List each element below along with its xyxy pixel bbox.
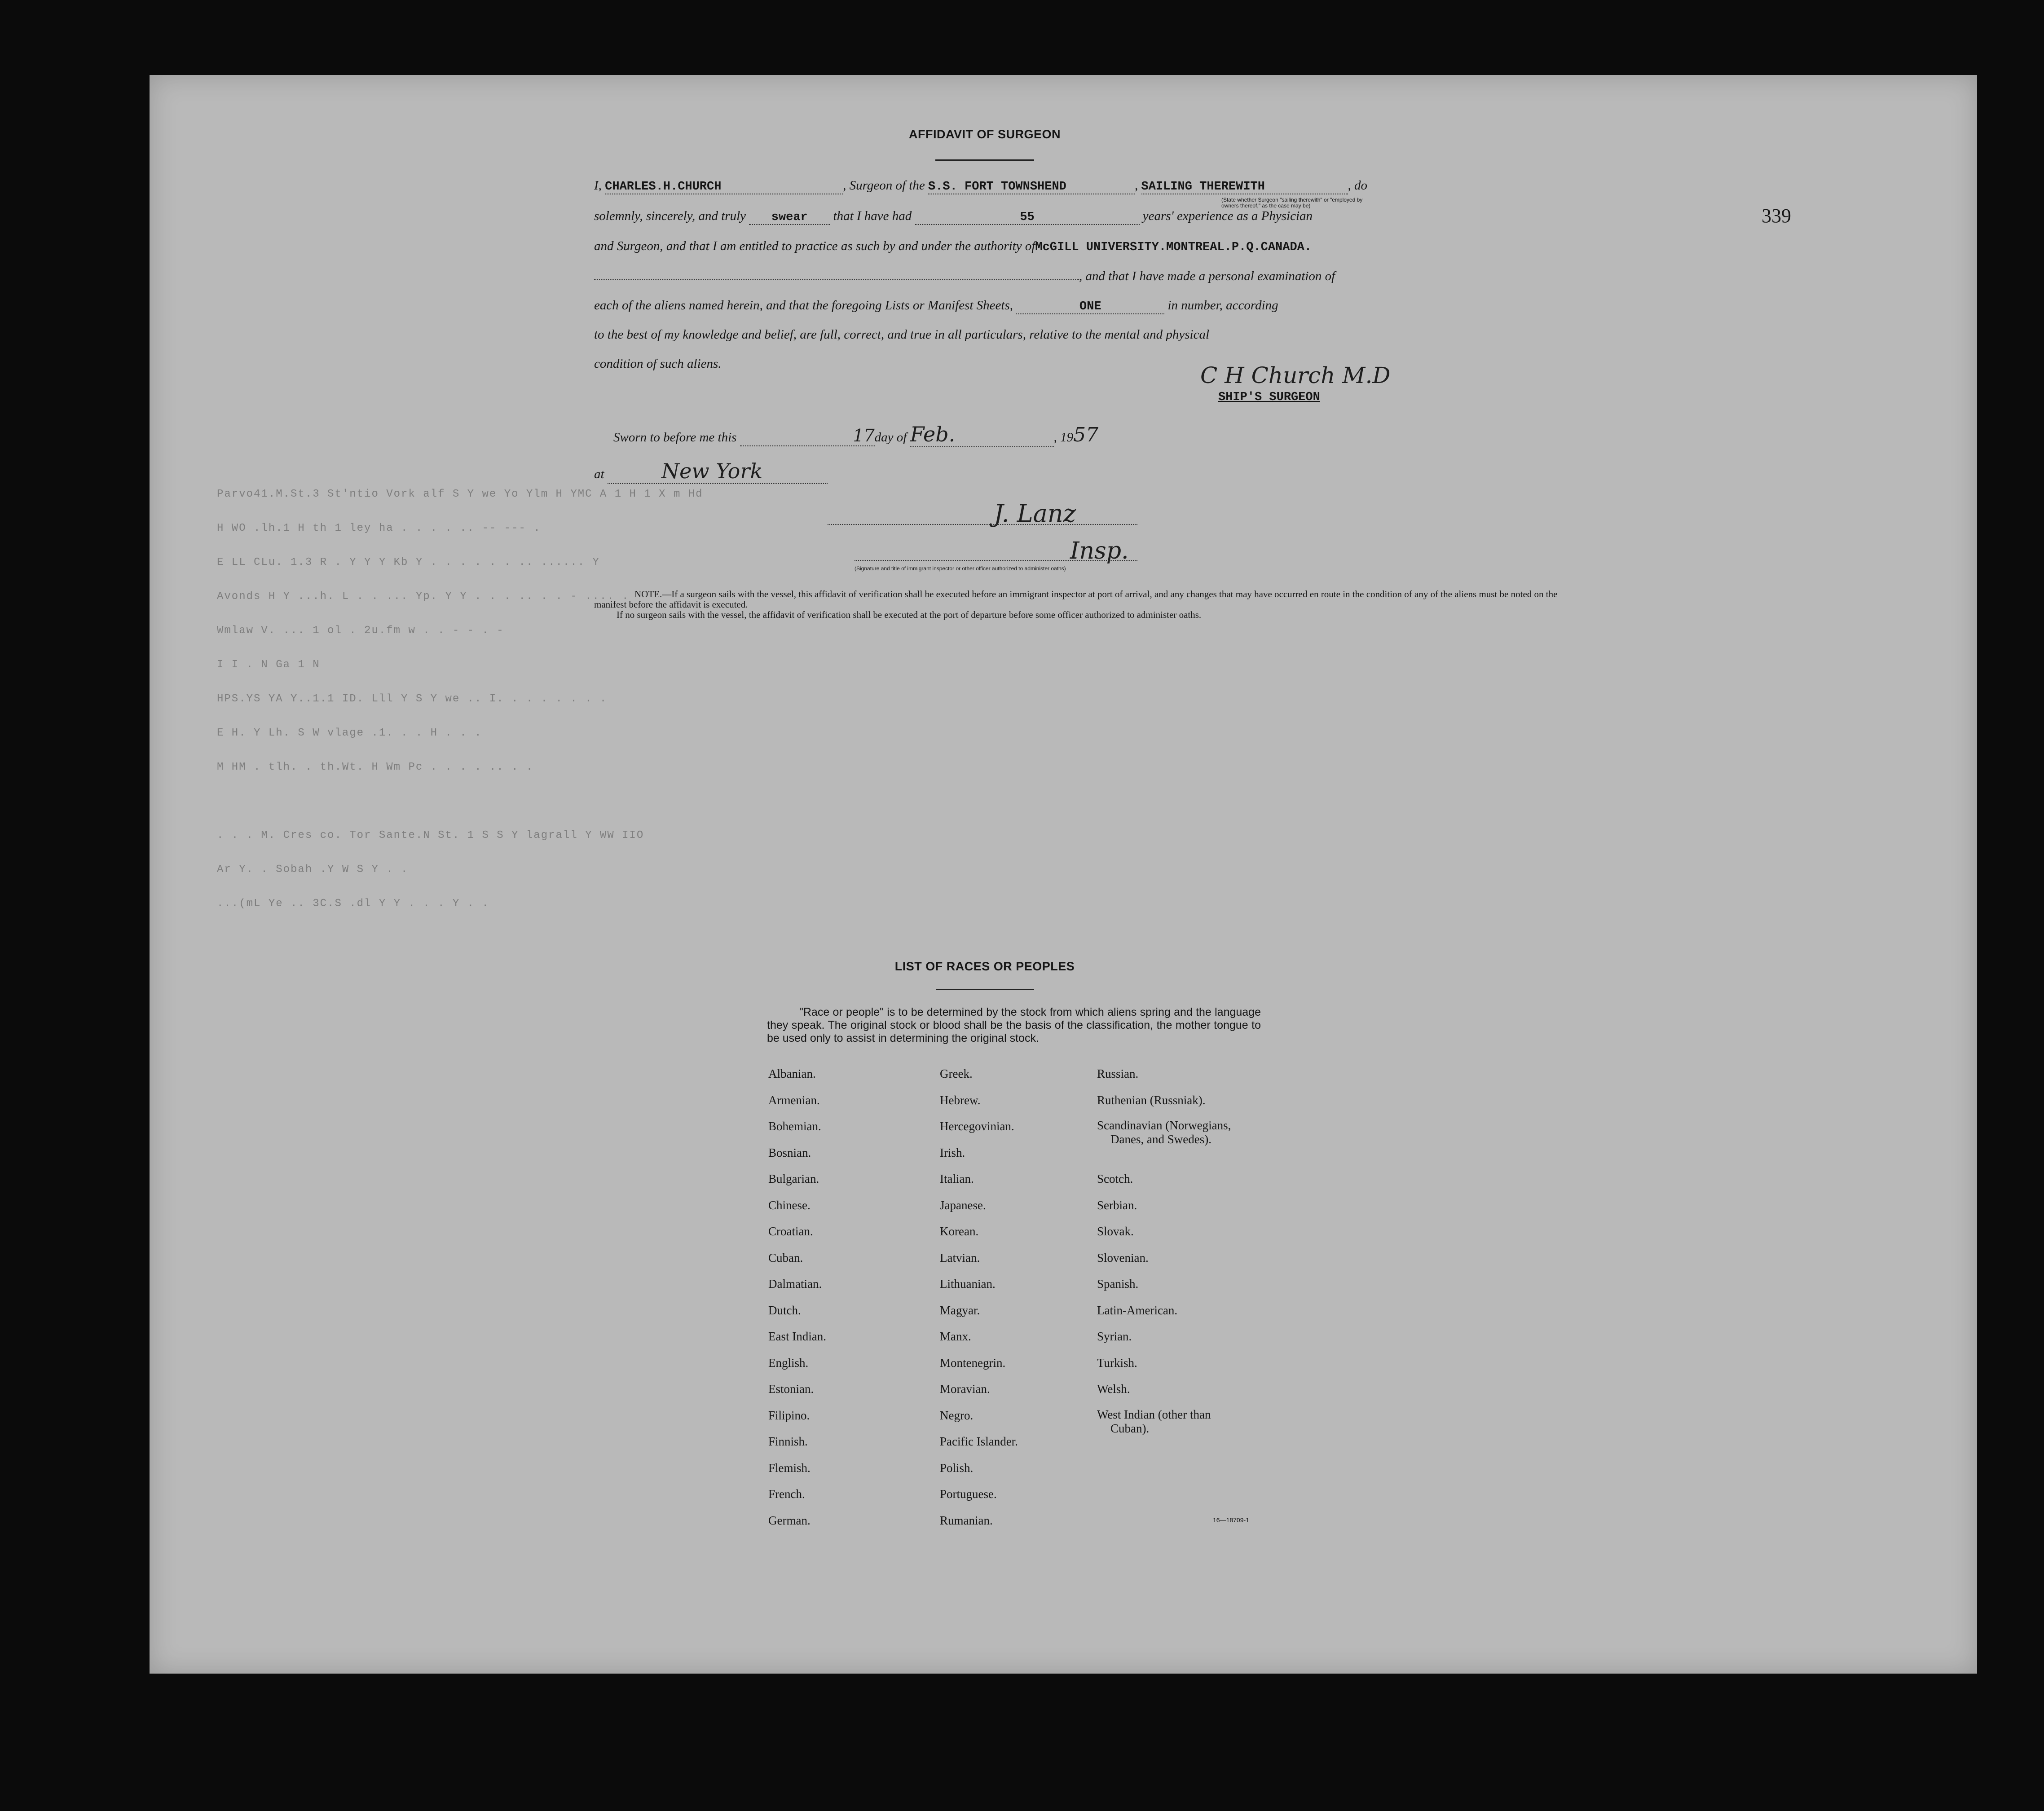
surgeon-name: CHARLES.H.CHURCH	[605, 180, 722, 194]
line2-mid: that I have had	[833, 209, 912, 223]
west-indian-line-1: West Indian (other than	[1097, 1407, 1211, 1421]
sworn-year-prefix: , 19	[1053, 430, 1074, 445]
bleed-row: I I . N Ga 1 N	[217, 659, 320, 671]
race-item: Montenegrin.	[940, 1356, 1006, 1370]
signature-title: SHIP'S SURGEON	[1218, 391, 1320, 404]
sworn-start: Sworn to before me this	[613, 430, 737, 445]
affidavit-line-1: I, CHARLES.H.CHURCH , Surgeon of the S.S. FORT TOWNSHEND , SAILING THEREWITH , do	[594, 178, 1367, 194]
page-number: 339	[1762, 205, 1791, 227]
ship-name: S.S. FORT TOWNSHEND	[928, 180, 1066, 194]
line1-end: do	[1354, 178, 1367, 193]
note-block	[594, 589, 1591, 620]
race-item: Turkish.	[1097, 1356, 1137, 1370]
ship-name-field	[928, 178, 1135, 194]
affidavit-line-2	[594, 209, 1313, 225]
race-item: Moravian.	[940, 1382, 990, 1396]
officer-title-signature: Insp.	[1070, 538, 1129, 564]
line2-end: years' experience as a Physician	[1142, 209, 1313, 223]
authority-continued-field	[594, 269, 1079, 280]
sworn-day-field	[740, 426, 875, 446]
bleed-row: E LL CLu. 1.3 R . Y Y Y Kb Y . . . . . . .. ...... Y	[217, 556, 600, 568]
race-item: Bohemian.	[768, 1119, 821, 1133]
race-item: Ruthenian (Russniak).	[1097, 1093, 1206, 1107]
bleed-row: Ar Y. . Sobah .Y W S Y . .	[217, 864, 409, 876]
sworn-day: 17	[853, 426, 875, 445]
sworn-month: Feb.	[910, 422, 956, 446]
race-item: Dalmatian.	[768, 1277, 822, 1291]
licensing-authority: McGILL UNIVERSITY.MONTREAL.P.Q.CANADA.	[1035, 241, 1312, 254]
race-item: Hercegovinian.	[940, 1119, 1014, 1133]
race-item: Korean.	[940, 1225, 979, 1238]
officer-title-line	[855, 560, 1137, 561]
bleed-row: HPS.YS YA Y..1.1 ID. Lll Y S Y we .. I. . . . . . . .	[217, 693, 608, 705]
west-indian-line-2: Cuban).	[1110, 1421, 1150, 1435]
bleed-row: Avonds H Y ...h. L . . ... Yp. Y Y . . . .. . . - .... .	[217, 590, 630, 603]
race-item: Serbian.	[1097, 1198, 1137, 1212]
scandinavian-line-2: Danes, and Swedes).	[1110, 1132, 1211, 1146]
bleed-row: M HM . tlh. . th.Wt. H Wm Pc . . . . .. . .	[217, 761, 534, 773]
affidavit-line-6: to the best of my knowledge and belief, are full, correct, and true in all particulars, relative to the mental and physical	[594, 327, 1210, 342]
at-place-field	[608, 459, 828, 484]
intro-pronoun: I,	[594, 178, 602, 193]
years-field	[915, 209, 1140, 225]
form-code: 16—18709-1	[1213, 1516, 1249, 1524]
races-column-1	[768, 1061, 826, 1533]
sworn-month-field	[910, 422, 1054, 447]
at-label: at	[594, 467, 604, 481]
race-item: Greek.	[940, 1067, 973, 1080]
race-item: Polish.	[940, 1461, 974, 1475]
race-item: Latvian.	[940, 1251, 980, 1265]
race-item: Finnish.	[768, 1435, 808, 1448]
races-title: LIST OF RACES OR PEOPLES	[894, 960, 1075, 973]
race-item: Cuban.	[768, 1251, 803, 1265]
race-item: Dutch.	[768, 1303, 801, 1317]
note-paragraph-2: If no surgeon sails with the vessel, the affidavit of verification shall be executed at the port of departure before some officer authorized to administer oaths.	[617, 609, 1202, 620]
affidavit-line-7: condition of such aliens.	[594, 357, 722, 371]
sworn-year: 57	[1073, 423, 1099, 446]
race-item: Rumanian.	[940, 1513, 993, 1527]
race-item: Portuguese.	[940, 1487, 997, 1501]
sailing-status: SAILING THEREWITH	[1141, 180, 1265, 194]
bleed-row: H WO .lh.1 H th 1 ley ha . . . . .. -- --- .	[217, 522, 541, 534]
surgeon-signature: C H Church M.D	[1200, 362, 1391, 388]
line5-start: each of the aliens named herein, and that the foregoing Lists or Manifest Sheets,	[594, 298, 1013, 313]
race-item: Scotch.	[1097, 1172, 1133, 1185]
race-item: Russian.	[1097, 1067, 1139, 1080]
bleed-row: Wmlaw V. ... 1 ol . 2u.fm w . . - - . -	[217, 625, 504, 637]
race-item-west-indian	[1097, 1402, 1231, 1436]
race-item: Japanese.	[940, 1198, 986, 1212]
race-item: Syrian.	[1097, 1330, 1132, 1343]
line4-end: , and that I have made a personal examination of	[1079, 269, 1335, 283]
race-item: Slovenian.	[1097, 1251, 1149, 1265]
bleed-row: Parvo41.M.St.3 St'ntio Vork alf S Y we Yo Ylm H YMC A 1 H 1 X m Hd	[217, 488, 703, 500]
sheets-count-field	[1016, 298, 1164, 314]
bleed-row: E H. Y Lh. S W vlage .1. . . H . . .	[217, 727, 482, 739]
races-column-3	[1097, 1061, 1231, 1436]
affidavit-line-5	[594, 298, 1278, 314]
line2-start: solemnly, sincerely, and truly	[594, 209, 746, 223]
affidavit-line-3	[594, 239, 1312, 254]
sworn-line	[613, 422, 1098, 447]
race-item: Croatian.	[768, 1225, 813, 1238]
race-item: Negro.	[940, 1408, 974, 1422]
sheets-count: ONE	[1079, 300, 1101, 313]
race-item: Latin-American.	[1097, 1303, 1178, 1317]
races-title-rule	[936, 989, 1034, 990]
race-item: East Indian.	[768, 1330, 826, 1343]
race-item: English.	[768, 1356, 809, 1370]
race-item: Italian.	[940, 1172, 974, 1185]
race-item: Bosnian.	[768, 1146, 811, 1159]
sailing-status-field	[1141, 178, 1348, 194]
race-item: Slovak.	[1097, 1225, 1134, 1238]
at-line	[594, 459, 828, 484]
race-item: Flemish.	[768, 1461, 811, 1475]
officer-signature: J. Lanz	[994, 499, 1076, 528]
sworn-day-label: day of	[874, 430, 907, 445]
race-item: Hebrew.	[940, 1093, 981, 1107]
note-paragraph-1	[594, 589, 1591, 610]
bleed-row: ...(mL Ye .. 3C.S .dl Y Y . . . Y . .	[217, 898, 489, 910]
race-item: Albanian.	[768, 1067, 816, 1080]
race-item: German.	[768, 1513, 811, 1527]
race-item: Estonian.	[768, 1382, 814, 1396]
race-item: Pacific Islander.	[940, 1435, 1018, 1448]
race-item: Magyar.	[940, 1303, 980, 1317]
note-text-1: —If a surgeon sails with the vessel, this affidavit of verification shall be executed before an immigrant inspector at port of arrival, and any changes that may have occurred en route in the condition of any of the aliens must be noted on the manifest before the affidavit is executed.	[594, 589, 1558, 610]
affidavit-line-4	[594, 269, 1335, 284]
years-experience: 55	[1020, 211, 1035, 224]
race-item: Lithuanian.	[940, 1277, 996, 1291]
at-place: New York	[661, 459, 763, 483]
title-rule	[935, 159, 1034, 161]
race-item: Filipino.	[768, 1408, 810, 1422]
line3-start: and Surgeon, and that I am entitled to practice as such by and under the authority of	[594, 239, 1035, 253]
race-item: French.	[768, 1487, 805, 1501]
races-intro: "Race or people" is to be determined by the stock from which aliens spring and the language they speak. The original stock or blood shall be the basis of the classification, the mother tongue to be used only to assist in determining the original stock.	[767, 1006, 1261, 1044]
race-item: Spanish.	[1097, 1277, 1139, 1291]
oath-word: swear	[771, 211, 808, 224]
officer-signature-line	[828, 524, 1137, 525]
document-page	[150, 75, 1977, 1674]
officer-caption: (Signature and title of immigrant inspector or other officer authorized to administer oaths)	[855, 565, 1066, 572]
race-item: Irish.	[940, 1146, 965, 1159]
affidavit-title: AFFIDAVIT OF SURGEON	[909, 128, 1061, 141]
surgeon-name-field	[605, 178, 843, 194]
oath-field	[749, 209, 830, 225]
line5-end: in number, according	[1167, 298, 1278, 313]
race-item: Manx.	[940, 1330, 971, 1343]
bleed-row: . . . M. Cres co. Tor Sante.N St. 1 S S Y lagrall Y WW IIO	[217, 829, 644, 842]
races-column-2	[940, 1061, 1018, 1533]
scandinavian-line-1: Scandinavian (Norwegians,	[1097, 1119, 1231, 1132]
race-item: Armenian.	[768, 1093, 820, 1107]
race-item-scandinavian	[1097, 1113, 1231, 1166]
note-label: NOTE.	[634, 589, 662, 599]
race-item: Welsh.	[1097, 1382, 1130, 1396]
line1-mid-text: , Surgeon of the	[843, 178, 925, 193]
race-item: Bulgarian.	[768, 1172, 819, 1185]
race-item: Chinese.	[768, 1198, 811, 1212]
sailing-note: (State whether Surgeon "sailing therewith" or "employed by owners thereof," as the case may be)	[1221, 197, 1363, 209]
